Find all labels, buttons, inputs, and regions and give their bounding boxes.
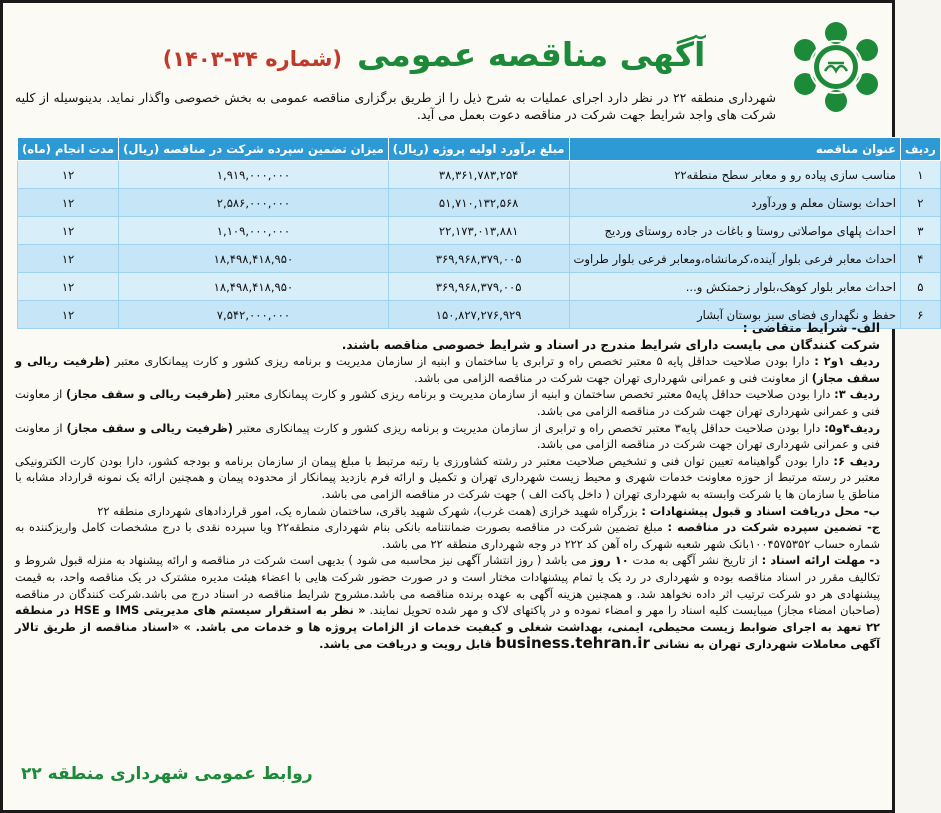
cell-deposit: ۱,۹۱۹,۰۰۰,۰۰۰ (119, 161, 389, 189)
notice-body (15, 320, 880, 653)
notice-number: (شماره ۳۴-۱۴۰۳) (162, 47, 342, 71)
documents-tail: قابل رویت و دریافت می باشد. (319, 637, 492, 652)
section-d-text1: از تاریخ نشر آگهی به مدت (632, 553, 758, 568)
section-d-label: د- مهلت ارائه اسناد : (761, 553, 881, 568)
section-j (15, 519, 880, 552)
notice-title: آگهی مناقصه عمومی (357, 35, 706, 74)
section-b-label: ب- محل دریافت اسناد و قبول پیشنهادات : (641, 503, 880, 518)
documents-note: «اسناد مناقصه از طریق تالار آگهی معاملات شهرداری تهران به نشانی (15, 619, 880, 652)
col-header-duration: مدت انجام (ماه) (18, 138, 119, 161)
cell-row: ۳ (901, 217, 941, 245)
cell-estimate: ۱۵۰,۸۲۷,۲۷۶,۹۲۹ (388, 301, 569, 329)
cell-deposit: ۲,۵۸۶,۰۰۰,۰۰۰ (119, 189, 389, 217)
condition-tail: از معاونت فنی و عمرانی شهرداری تهران جهت شرکت در مناقصه الزامی می باشد. (15, 420, 880, 452)
cell-row: ۱ (901, 161, 941, 189)
cell-duration: ۱۲ (18, 301, 119, 329)
cell-duration: ۱۲ (18, 245, 119, 273)
website-link[interactable]: business.tehran.ir (495, 634, 650, 653)
condition-text: دارا بودن گواهینامه تعیین توان فنی و تشخیص صلاحیت معتبر در رشته کشاورزی با رتبه مرتبط با مبلغ پیمان از سازمان برنامه و بودجه کشور، دارا بودن کارت الکترونیکی معتبر در رسته مرتبط از حوزه معاونت خدمات شهری و محیط زیست شهرداری تهران و تکمیل و ارائه فرم بازدید پیمانکار از محدوده پیمان و همچنین ارائه یک نمونه قرارداد مشابه با مناطق یا سازمان ها یا شرکت وابسته به شهرداری تهران ( داخل پاکت الف ) جهت شرکت در مناقصه الزامی می باشد. (15, 453, 880, 501)
cell-deposit: ۱۸,۴۹۸,۴۱۸,۹۵۰ (119, 245, 389, 273)
ims-hse-note: « نظر به استقرار سیستم های مدیریتی IMS و HSE در منطقه ۲۲ تعهد به اجرای ضوابط زیست محیطی، ایمنی، بهداشت شغلی و کیفیت خدمات از الزامات پروژه ها و خدمات می باشد. » (15, 603, 880, 634)
section-d-days: ۱۰ روز (590, 553, 629, 568)
table-row (18, 273, 941, 301)
section-d (15, 552, 880, 653)
section-j-label: ج- تضمین سپرده شرکت در مناقصه : (667, 520, 880, 535)
cell-title: احداث معابر بلوار کوهک،بلوار زحمتکش و... (569, 273, 901, 301)
footer-public-relations: روابط عمومی شهرداری منطقه ۲۲ (21, 764, 313, 784)
cell-estimate: ۳۶۹,۹۶۸,۳۷۹,۰۰۵ (388, 245, 569, 273)
cell-title: احداث پلهای مواصلاتی روستا و باغات در جاده روستای وردیج (569, 217, 901, 245)
condition-row-6 (15, 453, 880, 503)
cell-row: ۶ (901, 301, 941, 329)
condition-rows-1-2 (15, 353, 880, 386)
condition-label: ردیف ۱و۲ : (814, 354, 880, 369)
table-row (18, 245, 941, 273)
cell-row: ۵ (901, 273, 941, 301)
cell-deposit: ۱,۱۰۹,۰۰۰,۰۰۰ (119, 217, 389, 245)
cell-estimate: ۳۶۹,۹۶۸,۳۷۹,۰۰۵ (388, 273, 569, 301)
table-header-row (18, 138, 941, 161)
conditions-lead: شرکت کنندگان می بایست دارای شرایط مندرج در اسناد و شرایط خصوصی مناقصه باشند. (341, 337, 880, 352)
cell-row: ۲ (901, 189, 941, 217)
condition-bold: (ظرفیت ریالی و سقف مجاز) (66, 387, 232, 402)
cell-estimate: ۳۸,۳۶۱,۷۸۳,۲۵۴ (388, 161, 569, 189)
condition-row-3 (15, 386, 880, 419)
col-header-deposit: میزان تضمین سپرده شرکت در مناقصه (ریال) (119, 138, 389, 161)
condition-text: دارا بودن صلاحیت حداقل پایه ۵ معتبر تخصص راه و ترابری یا ساختمان و ابنیه از سازمان مدیریت و برنامه ریزی کشور و کارت پیمانکاری معتبر (114, 354, 810, 369)
cell-title: احداث معابر فرعی بلوار آینده،کرمانشاه،ومعابر فرعی بلوار طراوت (569, 245, 901, 273)
cell-deposit: ۱۸,۴۹۸,۴۱۸,۹۵۰ (119, 273, 389, 301)
cell-title: حفظ و نگهداری فضای سبز بوستان آبشار (569, 301, 901, 329)
cell-duration: ۱۲ (18, 161, 119, 189)
section-j-text: مبلغ تضمین شرکت در مناقصه بصورت ضمانتنامه بانکی بنام شهرداری منطقه۲۲ ویا سپرده نقدی با درج مشخصات کامل واریزکننده به شماره حساب ۱۰۰۴۵۷۵۳۵۲بانک شهر شعبه شهرک راه آهن کد ۲۲۲ در وجه شهرداری منطقه ۲۲ می باشد. (15, 520, 880, 551)
condition-tail: از معاونت فنی و عمرانی شهرداری تهران جهت شرکت در مناقصه الزامی می باشد. (414, 370, 809, 385)
condition-tail: از معاونت فنی و عمرانی شهرداری تهران جهت شرکت در مناقصه الزامی می باشد. (15, 387, 880, 418)
table-row (18, 217, 941, 245)
tender-table (17, 137, 941, 329)
condition-bold: (ظرفیت ریالی و سقف مجاز) (15, 354, 880, 385)
cell-duration: ۱۲ (18, 273, 119, 301)
condition-label: ردیف ۳: (834, 387, 880, 402)
cell-deposit: ۷,۵۴۲,۰۰۰,۰۰۰ (119, 301, 389, 329)
conditions-heading: الف- شرایط متقاضی : (742, 321, 880, 335)
cell-duration: ۱۲ (18, 189, 119, 217)
table-row (18, 161, 941, 189)
cell-estimate: ۲۲,۱۷۳,۰۱۳,۸۸۱ (388, 217, 569, 245)
condition-bold: (ظرفیت ریالی و سقف مجاز) (66, 420, 233, 435)
col-header-row: ردیف (901, 138, 941, 161)
table-row (18, 189, 941, 217)
cell-estimate: ۵۱,۷۱۰,۱۳۲,۵۶۸ (388, 189, 569, 217)
condition-label: ردیف ۶: (833, 453, 880, 468)
cell-row: ۴ (901, 245, 941, 273)
cell-duration: ۱۲ (18, 217, 119, 245)
cell-title: مناسب سازی پیاده رو و معابر سطح منطقه۲۲ (569, 161, 901, 189)
condition-rows-4-5 (15, 420, 880, 453)
notice-header (94, 35, 774, 74)
section-d-text2: می باشد ( روز انتشار آگهی نیز محاسبه می شود ) بدیهی است شرکت در مناقصه و ارائه پیشنهاد به منزله قبول شروط و تکالیف مقرر در اسناد مناقصه بوده و شهرداری در رد یک یا تمام پیشنهادات مختار است و در صورت حضور شرکت هایی با اعضاء هیئت مدیره مشترک در یک مناقصه واحد، به قیمت پیشنهادی هر دو شرکت ترتیب اثر داده نخواهد شد. و همچنین هزینه آگهی به عهده برنده مناقصه می باشد.مشروح شرایط مناقصه در اسناد درج می باشد.شرکت کنندگان در مناقصه (صاحبان امضاء مجاز) میبایست کلیه اسناد را مهر و امضاء نموده و در پاکتهای لاک و مهر شده تحویل نمایند. (15, 553, 880, 618)
condition-text: دارا بودن صلاحیت حداقل پایه۵ معتبر تخصص ساختمان و ابنیه از سازمان مدیریت و برنامه ریزی کشور و کارت پیمانکاری معتبر (235, 387, 831, 402)
intro-paragraph: شهرداری منطقه ۲۲ در نظر دارد اجرای عملیات به شرح ذیل را از طریق برگزاری مناقصه عمومی به بخش خصوصی واگذار نماید. بدینوسیله از کلیه شرکت های واجد شرایط جهت شرکت در مناقصه دعوت بعمل می آید. (15, 90, 776, 122)
tehran-municipality-logo-icon (792, 21, 880, 113)
section-b (15, 503, 880, 520)
cell-title: احداث بوستان معلم و وردآورد (569, 189, 901, 217)
section-b-text: بزرگراه شهید خرازی (همت غرب)، شهرک شهید باقری، ساختمان شماره یک، امور قراردادهای شهرداری منطقه ۲۲ (97, 503, 638, 518)
col-header-estimate: مبلغ برآورد اولیه پروژه (ریال) (388, 138, 569, 161)
condition-text: دارا بودن صلاحیت حداقل پایه۳ معتبر تخصص راه و ترابری از سازمان مدیریت و برنامه ریزی کشور و کارت پیمانکاری معتبر (236, 420, 821, 435)
condition-label: ردیف۴و۵: (824, 420, 881, 435)
col-header-title: عنوان مناقصه (569, 138, 901, 161)
